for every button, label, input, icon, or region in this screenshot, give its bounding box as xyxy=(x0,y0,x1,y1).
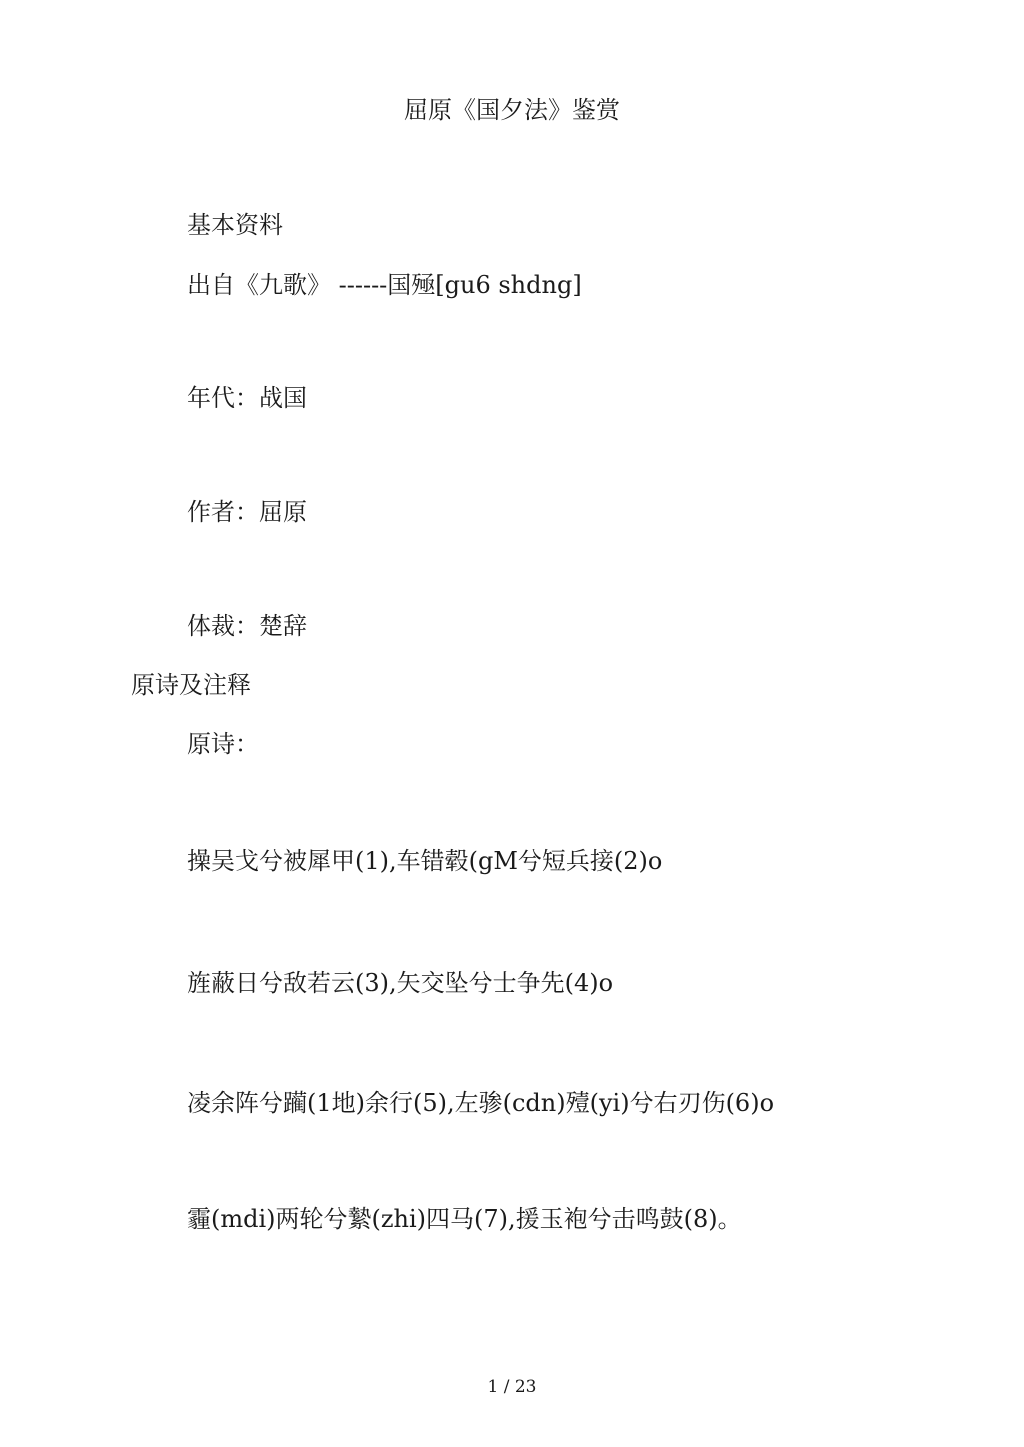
poem-line: 操吴戈兮被犀甲(1),车错毂(gM兮短兵接(2)o xyxy=(187,847,663,875)
poem-subheading: 原诗： xyxy=(187,730,259,758)
poem-line: 霾(mdi)两轮兮縶(zhi)四马(7),援玉袍兮击鸣鼓(8)。 xyxy=(187,1205,742,1233)
page-number: 1 / 23 xyxy=(487,1377,537,1397)
section-heading: 原诗及注释 xyxy=(131,671,251,699)
document-title: 屈原《国夕法》鉴赏 xyxy=(404,96,620,124)
poem-line: 旌蔽日兮敌若云(3),矢交坠兮士争先(4)o xyxy=(187,969,614,997)
basic-info-heading: 基本资料 xyxy=(187,211,283,239)
era-line: 年代：战国 xyxy=(187,384,307,412)
poem-line: 凌余阵兮躏(1地)余行(5),左骖(cdn)殪(yi)兮右刃伤(6)o xyxy=(187,1089,775,1117)
source-line: 出自《九歌》 ------国殛[gu6 shdng] xyxy=(187,271,582,299)
genre-line: 体裁：楚辞 xyxy=(187,612,307,640)
author-line: 作者：屈原 xyxy=(187,498,307,526)
